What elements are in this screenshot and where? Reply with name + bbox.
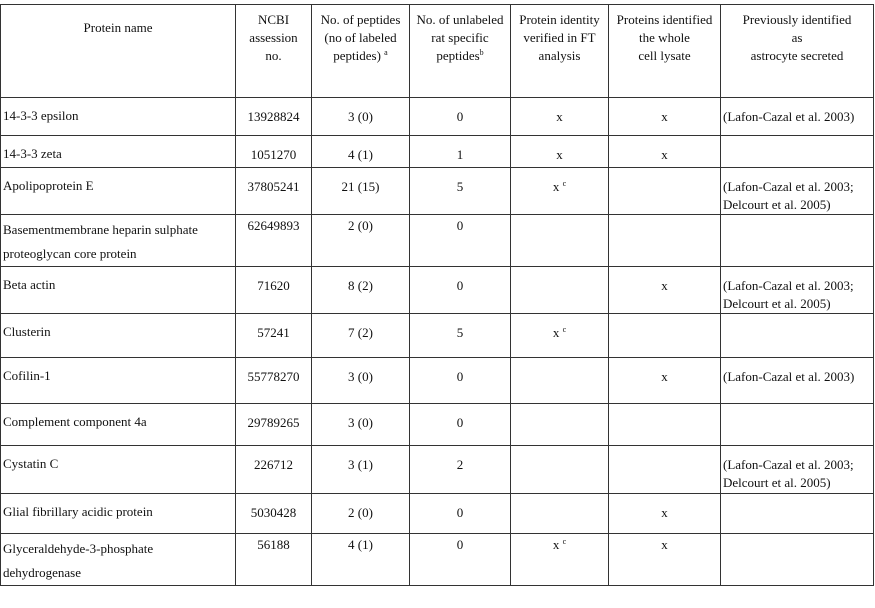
cell-lysate bbox=[609, 168, 721, 215]
cell-ncbi: 1051270 bbox=[236, 136, 312, 168]
cell-ncbi: 62649893 bbox=[236, 215, 312, 267]
lysate-mark: x bbox=[661, 147, 668, 162]
cell-unlabeled: 5 bbox=[410, 314, 511, 358]
cell-peptides: 8 (2) bbox=[312, 267, 410, 314]
header-row bbox=[1, 5, 874, 98]
ft-mark: x bbox=[552, 537, 560, 552]
cell-peptides: 3 (0) bbox=[312, 358, 410, 404]
table-row bbox=[1, 404, 874, 446]
lysate-mark: x bbox=[661, 505, 668, 520]
cell-protein-name: Beta actin bbox=[1, 267, 236, 314]
cell-ft bbox=[511, 404, 609, 446]
cell-ncbi: 29789265 bbox=[236, 404, 312, 446]
cell-unlabeled: 0 bbox=[410, 404, 511, 446]
cell-ft bbox=[511, 98, 609, 136]
cell-ft bbox=[511, 267, 609, 314]
header-unlabeled: No. of unlabeled rat specific peptides$^b$ bbox=[410, 5, 511, 98]
cell-peptides: 7 (2) bbox=[312, 314, 410, 358]
cell-ft bbox=[511, 136, 609, 168]
header-previous: Previously identified as astrocyte secreted bbox=[721, 5, 874, 98]
cell-unlabeled: 0 bbox=[410, 98, 511, 136]
cell-lysate bbox=[609, 404, 721, 446]
cell-previous: (Lafon-Cazal et al. 2003) bbox=[721, 98, 874, 136]
header-ft: Protein identity verified in FT analysis bbox=[511, 5, 609, 98]
cell-previous: (Lafon-Cazal et al. 2003; Delcourt et al. 2005) bbox=[721, 267, 874, 314]
cell-peptides: 4 (1) bbox=[312, 534, 410, 586]
cell-protein-name: 14-3-3 zeta bbox=[1, 136, 236, 168]
cell-lysate bbox=[609, 494, 721, 534]
cell-protein-name: Glyceraldehyde-3-phosphate dehydrogenase bbox=[1, 534, 236, 586]
cell-unlabeled: 2 bbox=[410, 446, 511, 494]
table-row bbox=[1, 168, 874, 215]
cell-ncbi: 55778270 bbox=[236, 358, 312, 404]
lysate-mark: x bbox=[661, 537, 668, 552]
cell-ft bbox=[511, 534, 609, 586]
cell-unlabeled: 1 bbox=[410, 136, 511, 168]
cell-lysate bbox=[609, 358, 721, 404]
cell-lysate bbox=[609, 534, 721, 586]
cell-ft bbox=[511, 494, 609, 534]
header-lysate: Proteins identified the whole cell lysate bbox=[609, 5, 721, 98]
ft-mark: x bbox=[552, 179, 560, 194]
cell-previous bbox=[721, 404, 874, 446]
cell-previous bbox=[721, 494, 874, 534]
ft-mark: x bbox=[556, 147, 563, 162]
ft-footnote: c bbox=[562, 537, 567, 546]
cell-ncbi: 13928824 bbox=[236, 98, 312, 136]
protein-table bbox=[0, 4, 874, 586]
cell-lysate bbox=[609, 98, 721, 136]
cell-protein-name: Basementmembrane heparin sulphate proteoglycan core protein bbox=[1, 215, 236, 267]
lysate-mark: x bbox=[661, 278, 668, 293]
cell-ft bbox=[511, 446, 609, 494]
header-ncbi: NCBI assession no. bbox=[236, 5, 312, 98]
cell-ncbi: 71620 bbox=[236, 267, 312, 314]
cell-unlabeled: 0 bbox=[410, 494, 511, 534]
cell-unlabeled: 5 bbox=[410, 168, 511, 215]
cell-lysate bbox=[609, 314, 721, 358]
table-row bbox=[1, 534, 874, 586]
cell-ft bbox=[511, 168, 609, 215]
cell-previous: (Lafon-Cazal et al. 2003; Delcourt et al. 2005) bbox=[721, 446, 874, 494]
ft-footnote: c bbox=[562, 325, 567, 334]
cell-protein-name: Cofilin-1 bbox=[1, 358, 236, 404]
cell-ncbi: 226712 bbox=[236, 446, 312, 494]
footnote-a: a bbox=[384, 48, 388, 57]
cell-unlabeled: 0 bbox=[410, 358, 511, 404]
cell-lysate bbox=[609, 267, 721, 314]
cell-peptides: 3 (0) bbox=[312, 404, 410, 446]
table-row bbox=[1, 215, 874, 267]
cell-protein-name: Complement component 4a bbox=[1, 404, 236, 446]
header-protein-name: Protein name bbox=[1, 5, 236, 98]
cell-peptides: 2 (0) bbox=[312, 215, 410, 267]
cell-previous: (Lafon-Cazal et al. 2003; Delcourt et al. 2005) bbox=[721, 168, 874, 215]
cell-protein-name: 14-3-3 epsilon bbox=[1, 98, 236, 136]
cell-ft bbox=[511, 358, 609, 404]
cell-previous bbox=[721, 534, 874, 586]
cell-unlabeled: 0 bbox=[410, 267, 511, 314]
cell-peptides: 3 (0) bbox=[312, 98, 410, 136]
cell-peptides: 3 (1) bbox=[312, 446, 410, 494]
table-row bbox=[1, 136, 874, 168]
table-row bbox=[1, 314, 874, 358]
table-row bbox=[1, 446, 874, 494]
cell-previous: (Lafon-Cazal et al. 2003) bbox=[721, 358, 874, 404]
cell-lysate bbox=[609, 446, 721, 494]
cell-lysate bbox=[609, 136, 721, 168]
cell-lysate bbox=[609, 215, 721, 267]
cell-ft bbox=[511, 314, 609, 358]
ft-mark: x bbox=[556, 109, 563, 124]
cell-protein-name: Clusterin bbox=[1, 314, 236, 358]
table-row bbox=[1, 267, 874, 314]
cell-peptides: 4 (1) bbox=[312, 136, 410, 168]
table-row bbox=[1, 98, 874, 136]
lysate-mark: x bbox=[661, 369, 668, 384]
cell-previous bbox=[721, 314, 874, 358]
cell-peptides: 21 (15) bbox=[312, 168, 410, 215]
cell-unlabeled: 0 bbox=[410, 534, 511, 586]
cell-protein-name: Cystatin C bbox=[1, 446, 236, 494]
cell-unlabeled: 0 bbox=[410, 215, 511, 267]
cell-previous bbox=[721, 136, 874, 168]
ft-mark: x bbox=[552, 325, 560, 340]
cell-previous bbox=[721, 215, 874, 267]
lysate-mark: x bbox=[661, 109, 668, 124]
header-peptides: No. of peptides (no of labeled peptides) $^a$ bbox=[312, 5, 410, 98]
cell-ncbi: 5030428 bbox=[236, 494, 312, 534]
cell-ncbi: 56188 bbox=[236, 534, 312, 586]
ft-footnote: c bbox=[562, 179, 567, 188]
cell-protein-name: Glial fibrillary acidic protein bbox=[1, 494, 236, 534]
cell-ncbi: 57241 bbox=[236, 314, 312, 358]
table-row bbox=[1, 494, 874, 534]
cell-ncbi: 37805241 bbox=[236, 168, 312, 215]
cell-protein-name: Apolipoprotein E bbox=[1, 168, 236, 215]
footnote-b: b bbox=[479, 48, 484, 57]
cell-ft bbox=[511, 215, 609, 267]
cell-peptides: 2 (0) bbox=[312, 494, 410, 534]
table-row bbox=[1, 358, 874, 404]
